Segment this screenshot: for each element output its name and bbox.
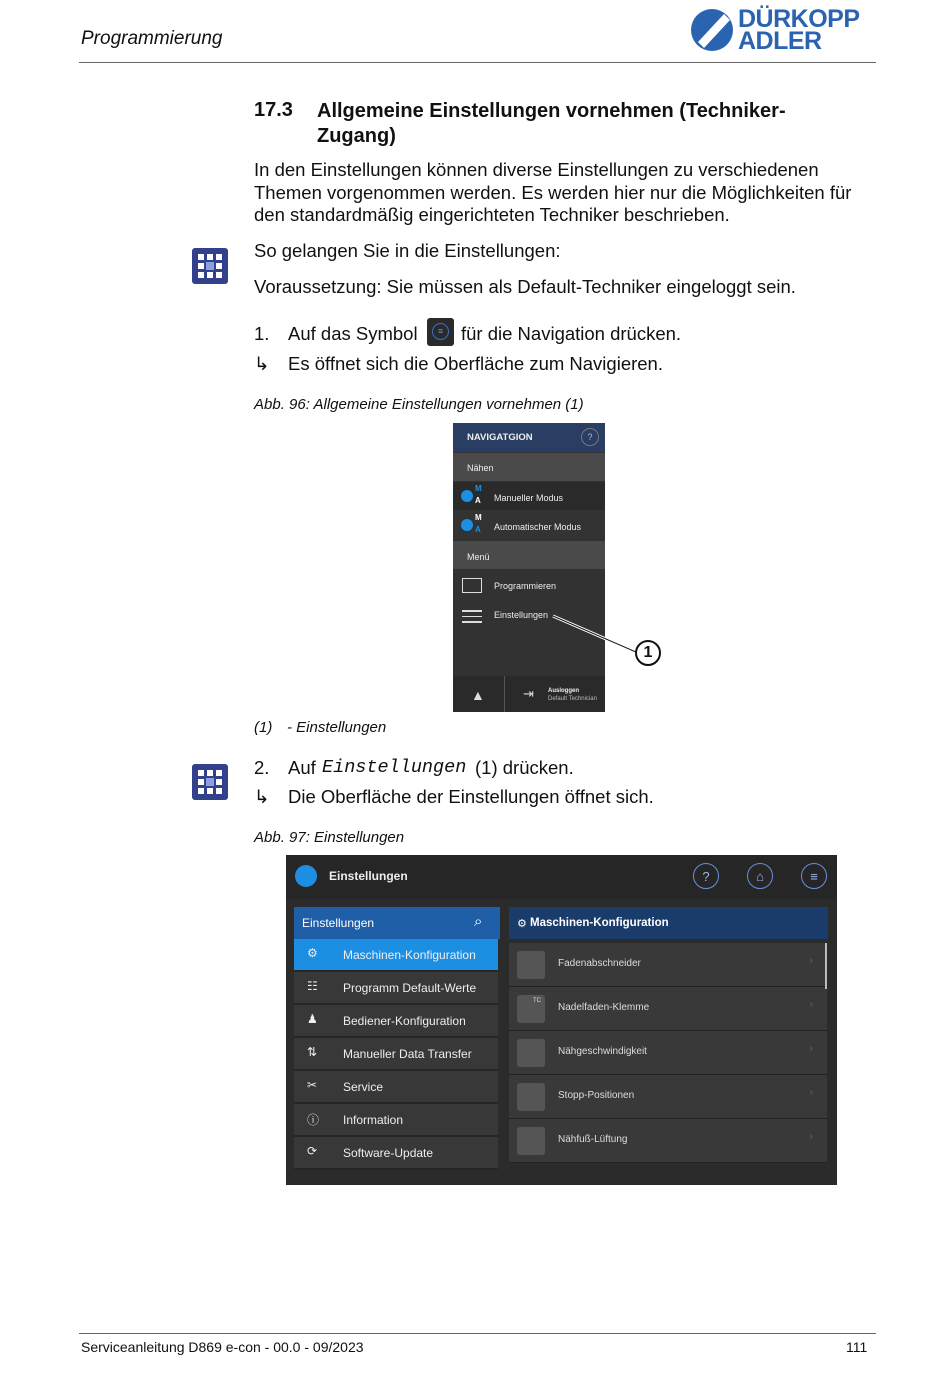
- logo-line1: DÜRKOPP: [738, 5, 860, 33]
- auto-badge-a: A: [475, 525, 481, 534]
- search-icon[interactable]: ⌕: [474, 913, 483, 930]
- help-icon[interactable]: ?: [581, 428, 599, 446]
- right-panel-header: Maschinen-Konfiguration: [530, 917, 669, 929]
- step1-text-b: für die Navigation drücken.: [461, 323, 682, 344]
- right-item-stop-positions[interactable]: Stopp-Positionen ›: [509, 1075, 827, 1119]
- stop-position-icon: [517, 1083, 545, 1111]
- nav-item-manual-label: Manueller Modus: [494, 493, 564, 503]
- step2-code: Einstellungen: [322, 757, 467, 778]
- left-panel-header: Einstellungen: [302, 916, 375, 930]
- nav-item-programming[interactable]: Programmieren: [494, 581, 557, 591]
- logout-user: Default Technician: [548, 696, 597, 702]
- help-icon[interactable]: ?: [693, 863, 719, 889]
- window-title: Einstellungen: [329, 869, 408, 883]
- intro-paragraph: In den Einstellungen können diverse Einstellungen zu verschiedenen Themen vorgenommen werden. Es werden hier nur die Möglichkeiten für den standardmäßig eingerichteten Techniker beschrieben.: [254, 159, 852, 225]
- step1-result: Es öffnet sich die Oberfläche zum Navigieren.: [288, 353, 663, 374]
- company-logo: [688, 6, 878, 58]
- auto-badge-m: M: [475, 513, 482, 522]
- navigation-screenshot: [453, 423, 605, 712]
- step2-number: 2.: [254, 757, 270, 778]
- programming-icon: [462, 578, 482, 593]
- left-item-service[interactable]: ✂ Service: [294, 1071, 498, 1104]
- step1-text-a: Auf das Symbol: [288, 323, 418, 344]
- section-number: 17.3: [254, 99, 293, 121]
- menu-icon[interactable]: ≡: [801, 863, 827, 889]
- auto-mode-icon: [461, 519, 473, 531]
- section-title: Allgemeine Einstellungen vornehmen (Techniker-Zugang): [317, 100, 786, 147]
- home-icon[interactable]: ⌂: [747, 863, 773, 889]
- left-item-software-update[interactable]: ⟳ Software-Update: [294, 1137, 498, 1170]
- procedure-icon-2: [192, 764, 228, 800]
- right-item-thread-cutter[interactable]: Fadenabschneider ›: [509, 943, 827, 987]
- precondition-text: Voraussetzung: Sie müssen als Default-Techniker eingeloggt sein.: [254, 276, 796, 297]
- figure97-caption: Abb. 97: Einstellungen: [254, 829, 405, 846]
- nav-title: NAVIGATGION: [467, 432, 533, 443]
- step2-text-a: Auf: [288, 757, 316, 778]
- logo-line2: ADLER: [738, 27, 822, 55]
- legend-text: - Einstellungen: [287, 719, 387, 736]
- right-scrollbar[interactable]: [825, 943, 827, 989]
- legend-number: (1): [254, 719, 273, 736]
- running-header: Programmierung: [81, 28, 223, 49]
- right-gear-icon: ⚙: [517, 918, 527, 930]
- result-arrow-icon-2: ↳: [254, 786, 270, 807]
- figure96-caption: Abb. 96: Allgemeine Einstellungen vornehmen (1): [254, 396, 584, 413]
- page-number: 111: [846, 1339, 868, 1355]
- step1-number: 1.: [254, 323, 270, 344]
- settings-sliders-icon: [462, 608, 482, 623]
- left-item-operator-config[interactable]: ♟ Bediener-Konfiguration: [294, 1005, 498, 1038]
- logo-icon: [688, 6, 738, 54]
- thread-cutter-icon: [517, 951, 545, 979]
- right-item-needle-thread-clamp[interactable]: TC Nadelfaden-Klemme ›: [509, 987, 827, 1031]
- logout-label[interactable]: Ausloggen: [548, 688, 579, 694]
- left-item-program-defaults[interactable]: ☷ Programm Default-Werte: [294, 972, 498, 1005]
- logout-icon[interactable]: ⇥: [523, 686, 534, 701]
- howto-text: So gelangen Sie in die Einstellungen:: [254, 240, 561, 261]
- procedure-icon: [192, 248, 228, 284]
- step2-text-b: (1) drücken.: [475, 757, 574, 778]
- foot-lift-icon: [517, 1127, 545, 1155]
- thread-clamp-icon: TC: [517, 995, 545, 1023]
- result-arrow-icon: ↳: [254, 353, 270, 374]
- callout-marker: 1: [635, 640, 661, 666]
- nav-section-menu: Menü: [467, 552, 490, 562]
- nav-item-auto-label: Automatischer Modus: [494, 522, 582, 532]
- speed-icon: [517, 1039, 545, 1067]
- right-item-sewing-speed[interactable]: Nähgeschwindigkeit ›: [509, 1031, 827, 1075]
- manual-mode-icon: [461, 490, 473, 502]
- left-item-manual-data-transfer[interactable]: ⇅ Manueller Data Transfer: [294, 1038, 498, 1071]
- step2-result: Die Oberfläche der Einstellungen öffnet sich.: [288, 786, 654, 807]
- footer-rule: [79, 1333, 876, 1334]
- left-item-information[interactable]: ⓘ Information: [294, 1104, 498, 1137]
- settings-screenshot: [286, 855, 837, 1185]
- header-rule: [79, 62, 876, 63]
- right-item-foot-lift[interactable]: Nähfuß-Lüftung ›: [509, 1119, 827, 1163]
- manual-badge-a: A: [475, 496, 481, 505]
- academy-icon[interactable]: ▲: [471, 687, 485, 703]
- footer-doc-info: Serviceanleitung D869 e-con - 00.0 - 09/2023: [81, 1339, 364, 1355]
- left-item-machine-config[interactable]: ⚙ Maschinen-Konfiguration: [294, 939, 498, 972]
- nav-item-settings[interactable]: Einstellungen: [494, 610, 549, 620]
- manual-badge-m: M: [475, 484, 482, 493]
- settings-gear-icon: [295, 865, 317, 887]
- nav-section-sewing: Nähen: [467, 463, 494, 473]
- navigation-symbol-icon: ≡: [427, 318, 454, 346]
